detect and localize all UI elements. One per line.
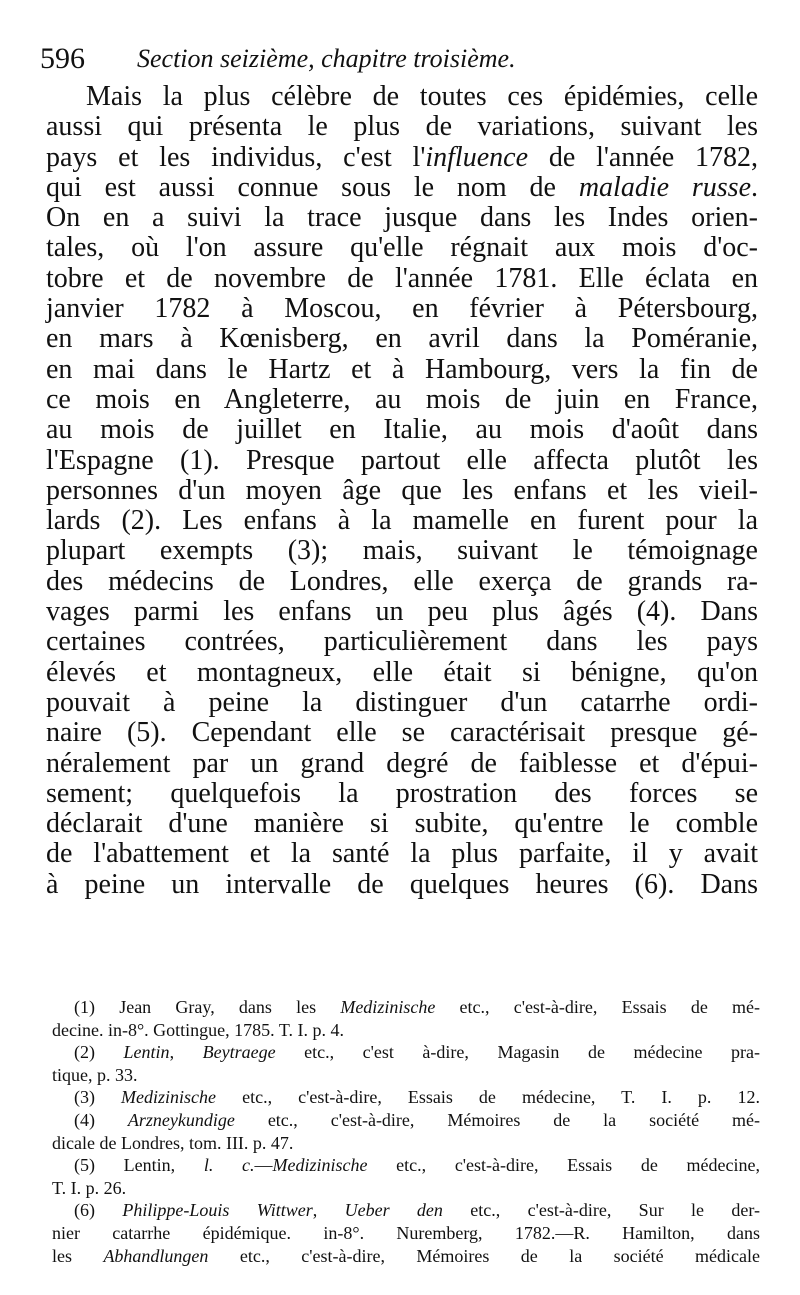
footnote-5-continuation: T. I. p. 26. [52, 1177, 127, 1198]
footnote-6-continuation: nier catarrhe épidémique. in-8°. Nuremberg, 1782.—R. Hamilton, dans [52, 1222, 760, 1243]
footnote-2-continuation: tique, p. 33. [52, 1064, 138, 1085]
text-line: des médecins de Londres, elle exerça de grands ra- [46, 565, 758, 597]
footnote-6: (6) Philippe-Louis Wittwer, Ueber den etc., c'est-à-dire, Sur le der- [74, 1200, 761, 1221]
text-line: qui est aussi connue sous le nom de maladie russe. [46, 171, 758, 203]
running-head: Section seizième, chapitre troisième. [137, 44, 516, 73]
text-line: sement; quelquefois la prostration des forces se [46, 777, 758, 809]
text-line: en mai dans le Hartz et à Hambourg, vers la fin de [46, 353, 758, 385]
text-line: tobre et de novembre de l'année 1781. Elle éclata en [46, 262, 758, 294]
text-line: en mars à Kœnisberg, en avril dans la Poméranie, [46, 323, 758, 355]
text-line: lards (2). Les enfans à la mamelle en furent pour la [46, 505, 758, 537]
text-line: l'Espagne (1). Presque partout elle affecta plutôt les [46, 444, 758, 476]
main-text [46, 82, 758, 900]
text-line: à peine un intervalle de quelques heures (6). Dans [46, 868, 758, 900]
text-line: au mois de juillet en Italie, au mois d'août dans [46, 414, 758, 446]
footnote-4: (4) Arzneykundige etc., c'est-à-dire, Mémoires de la société mé- [74, 1109, 760, 1130]
text-line: janvier 1782 à Moscou, en février à Pétersbourg, [46, 293, 758, 325]
text-line: naire (5). Cependant elle se caractérisait presque gé- [46, 717, 758, 749]
text-line: ce mois en Angleterre, au mois de juin en France, [46, 383, 758, 415]
text-line: néralement par un grand degré de faiblesse et d'épui- [46, 747, 758, 779]
footnote-6-continuation: les Abhandlungen etc., c'est-à-dire, Mémoires de la société médicale [52, 1245, 760, 1266]
text-line: déclarait d'une manière si subite, qu'entre le comble [46, 808, 758, 840]
text-line: de l'abattement et la santé la plus parfaite, il y avait [46, 838, 758, 870]
text-line: On en a suivi la trace jusque dans les Indes orien- [46, 202, 758, 234]
text-line: tales, où l'on assure qu'elle régnait aux mois d'oc- [46, 232, 758, 264]
text-line: certaines contrées, particulièrement dans les pays [46, 626, 758, 658]
page-header [40, 42, 760, 82]
text-line: aussi qui présenta le plus de variations, suivant les [46, 111, 758, 143]
footnotes [52, 996, 760, 1267]
page-number: 596 [40, 42, 85, 75]
footnote-1: (1) Jean Gray, dans les Medizinische etc., c'est-à-dire, Essais de mé- [74, 997, 760, 1017]
text-line: Mais la plus célèbre de toutes ces épidémies, celle [86, 81, 758, 112]
footnote-3: (3) Medizinische etc., c'est-à-dire, Essais de médecine, T. I. p. 12. [74, 1087, 760, 1108]
footnote-1-continuation: decine. in-8°. Gottingue, 1785. T. I. p. 4. [52, 1019, 344, 1040]
text-line: personnes d'un moyen âge que les enfans et les vieil- [46, 474, 758, 506]
text-line: vages parmi les enfans un peu plus âgés (4). Dans [46, 596, 758, 628]
text-line: pouvait à peine la distinguer d'un catarrhe ordi- [46, 686, 758, 718]
footnote-5: (5) Lentin, l. c.—Medizinische etc., c'est-à-dire, Essais de médecine, [74, 1155, 760, 1176]
footnote-2: (2) Lentin, Beytraege etc., c'est à-dire, Magasin de médecine pra- [74, 1042, 760, 1063]
text-line: plupart exempts (3); mais, suivant le témoignage [46, 535, 758, 567]
footnote-4-continuation: dicale de Londres, tom. III. p. 47. [52, 1132, 294, 1153]
text-line: pays et les individus, c'est l'influence de l'année 1782, [46, 141, 758, 173]
text-line: élevés et montagneux, elle était si bénigne, qu'on [46, 656, 758, 688]
